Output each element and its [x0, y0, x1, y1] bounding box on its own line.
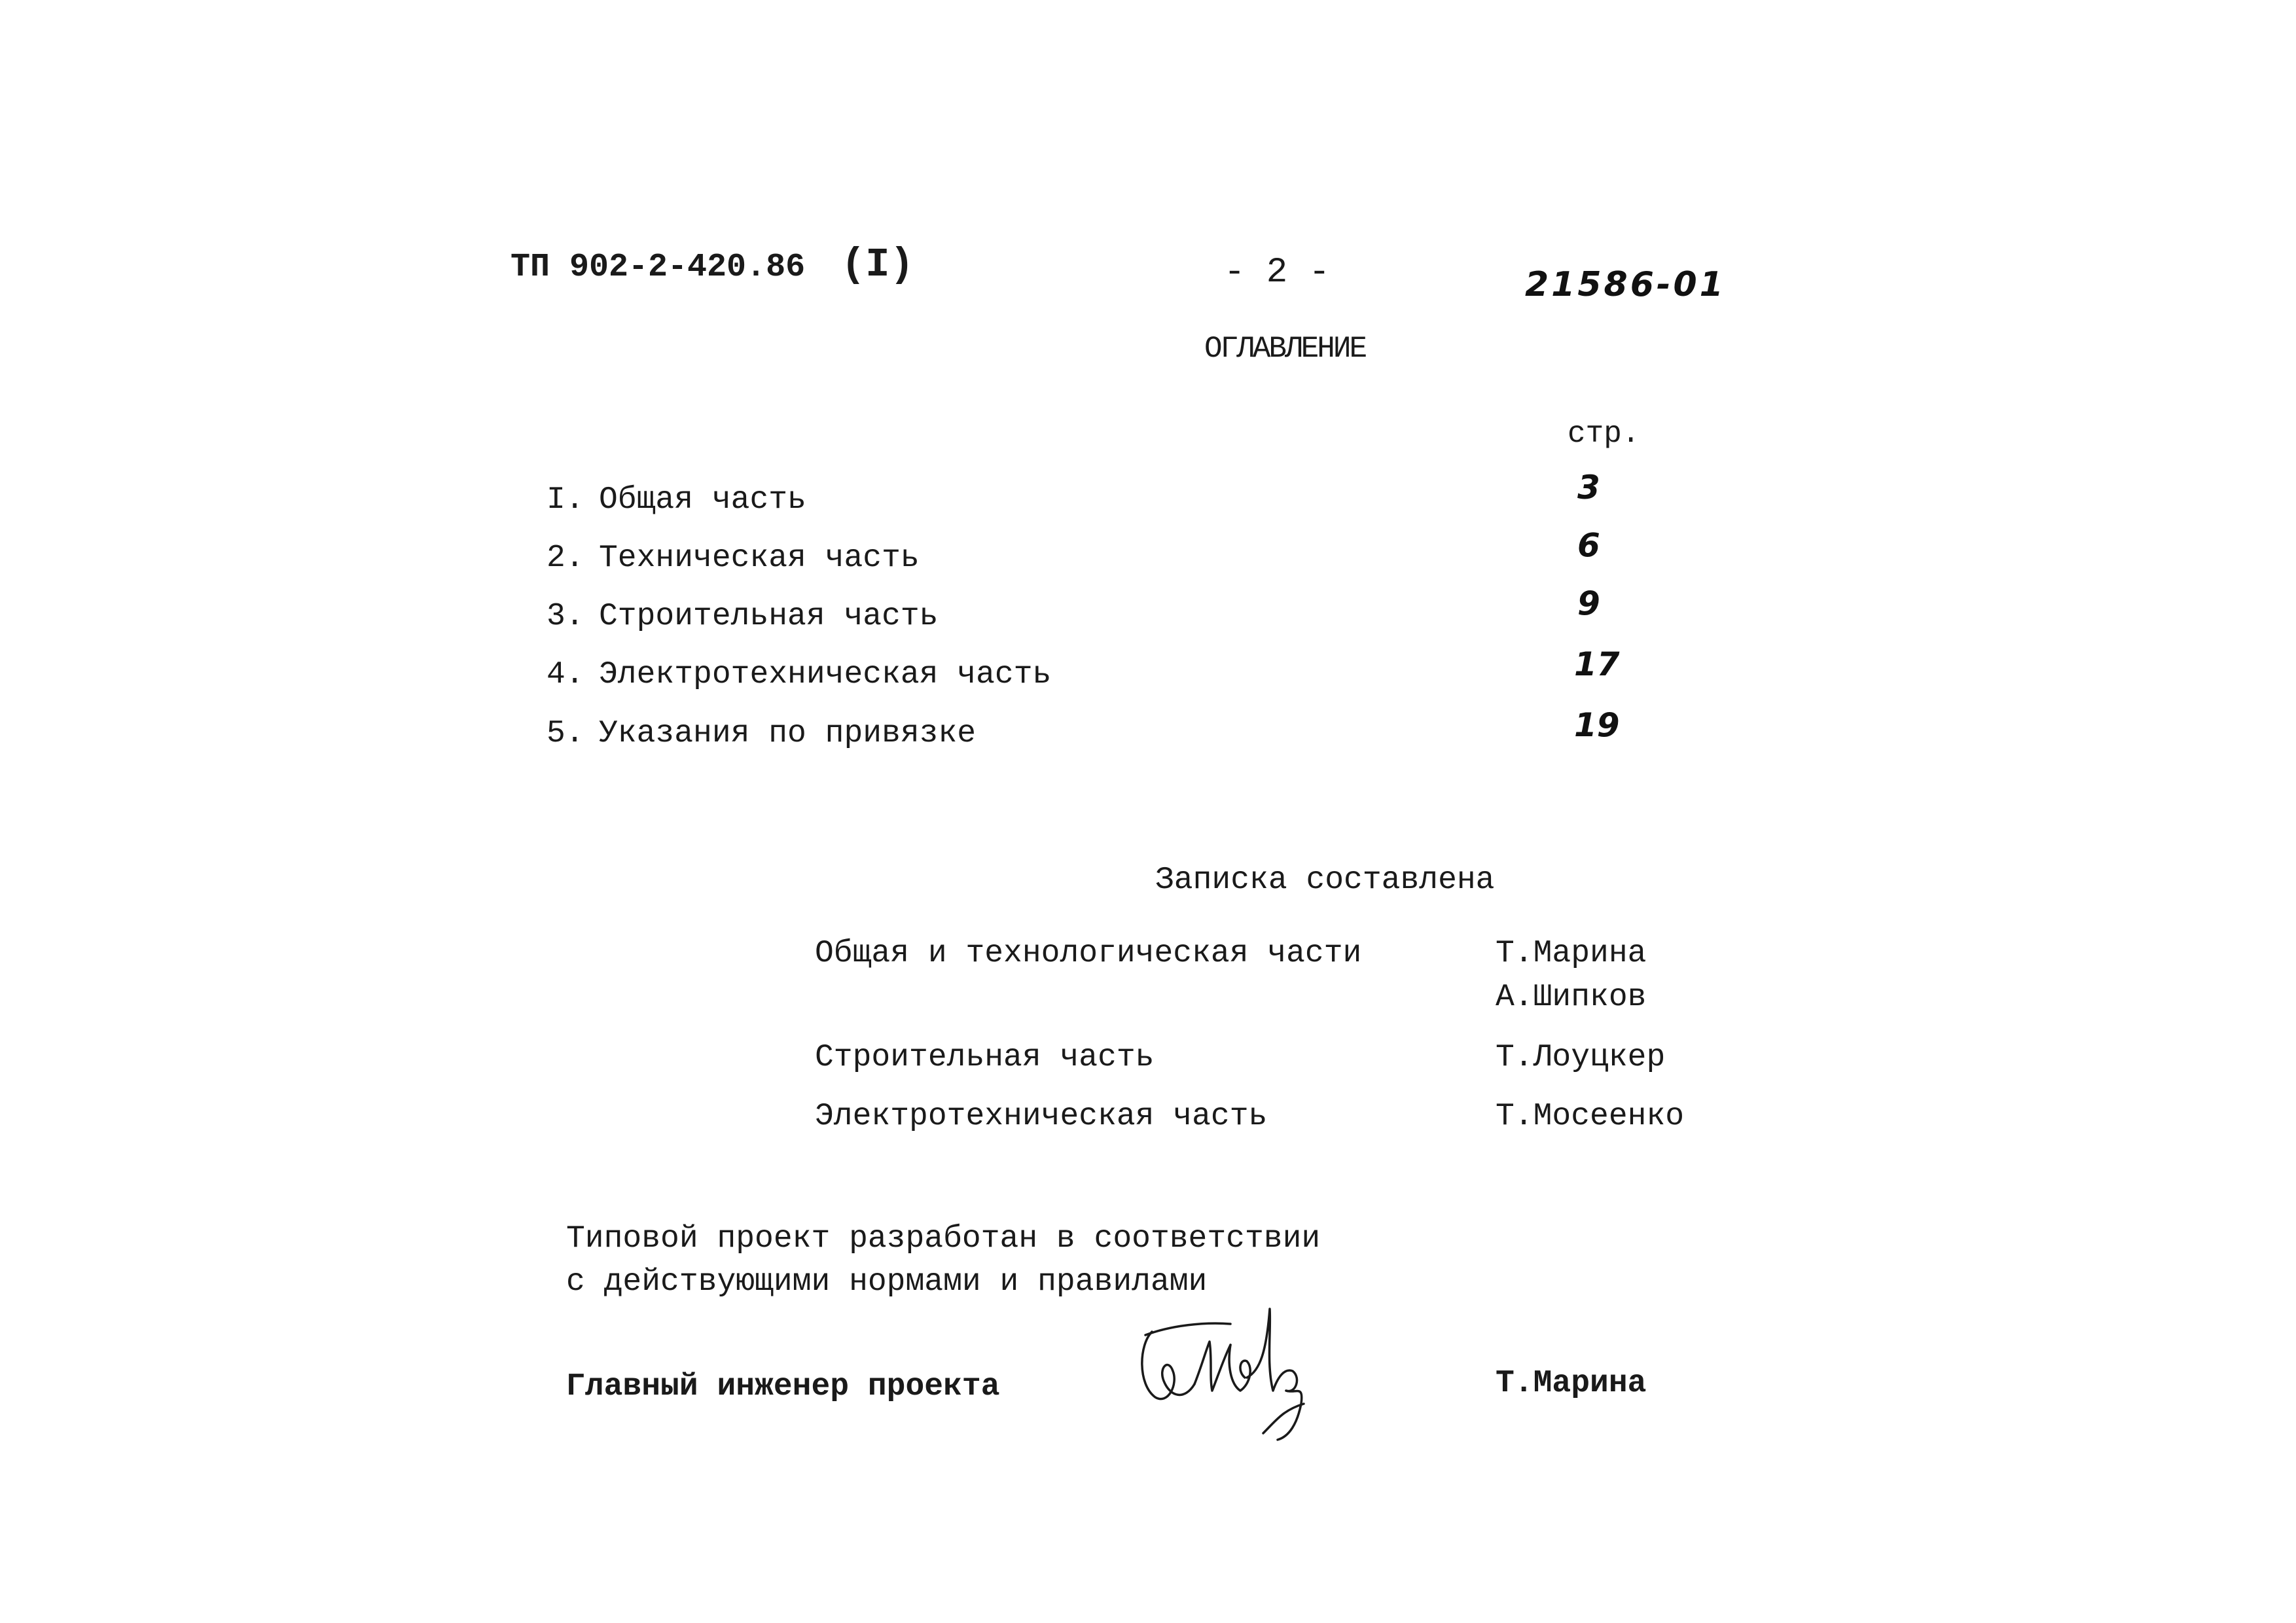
toc-item-page: 9 — [1577, 584, 1600, 622]
volume-number: (I) — [841, 241, 914, 288]
toc-item-page: 6 — [1577, 526, 1600, 564]
author-part: Электротехническая часть — [815, 1099, 1268, 1134]
author-name: Т.Мосеенко — [1496, 1099, 1685, 1134]
page-number: - 2 - — [1224, 253, 1331, 293]
toc-item-label: Электротехническая часть — [599, 657, 1052, 692]
inventory-number: 21586-01 — [1525, 265, 1726, 304]
toc-item-page: 3 — [1577, 469, 1600, 507]
toc-item-label: Указания по привязке — [599, 716, 977, 751]
author-part: Строительная часть — [815, 1040, 1155, 1075]
toc-item-page: 19 — [1574, 706, 1620, 744]
compliance-line-2: с действующими нормами и правилами — [566, 1264, 1208, 1300]
doc-code: ТП 902-2-420.86 — [511, 249, 806, 286]
toc-item-label: Общая часть — [599, 482, 806, 518]
toc-title: ОГЛАВЛЕНИЕ — [1204, 332, 1366, 366]
author-name: Т.Марина — [1496, 936, 1647, 971]
toc-item-number: 4. — [547, 657, 584, 692]
signature — [1132, 1306, 1322, 1443]
author-part: Общая и технологическая части — [815, 936, 1362, 971]
author-name: А.Шипков — [1496, 980, 1647, 1015]
compliance-line-1: Типовой проект разработан в соответствии — [566, 1221, 1321, 1257]
authors-heading: Записка составлена — [1155, 863, 1495, 898]
toc-item-number: 3. — [547, 599, 584, 634]
approval-role: Главный инженер проекта — [566, 1369, 1000, 1404]
toc-item-number: I. — [547, 482, 584, 518]
toc-item-label: Техническая часть — [599, 541, 920, 576]
author-name: Т.Лоуцкер — [1496, 1040, 1666, 1075]
toc-item-number: 2. — [547, 541, 584, 576]
toc-item-number: 5. — [547, 716, 584, 751]
approval-name: Т.Марина — [1496, 1366, 1647, 1401]
toc-item-page: 17 — [1574, 645, 1620, 683]
toc-page-column-label: стр. — [1568, 417, 1640, 451]
toc-item-label: Строительная часть — [599, 599, 939, 634]
